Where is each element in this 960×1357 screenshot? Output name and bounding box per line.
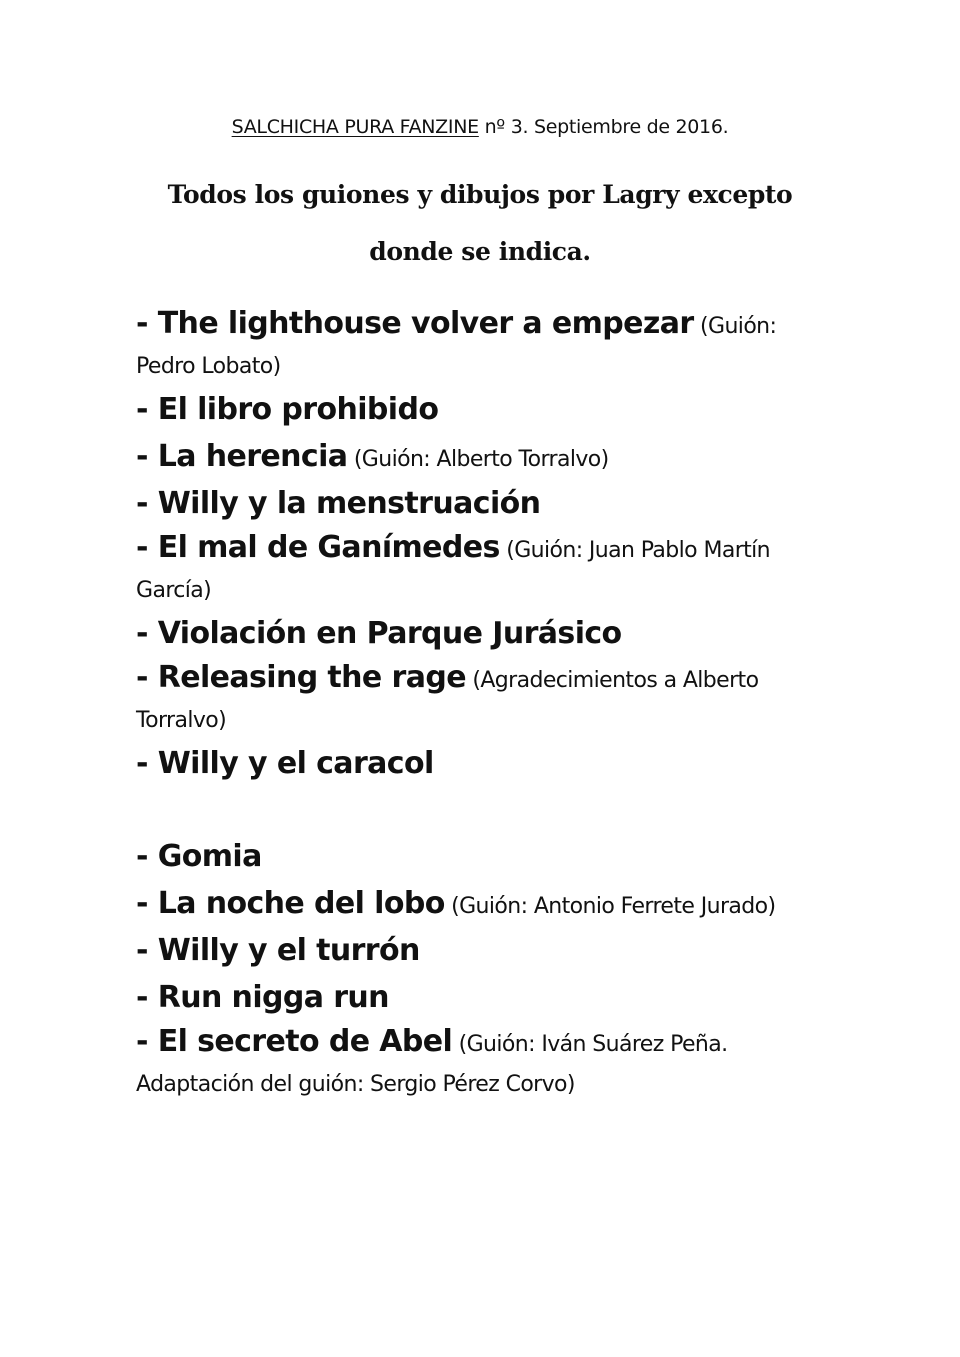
entry-note: (Agradecimientos a Alberto Torralvo)	[136, 668, 759, 733]
contents-entry	[136, 975, 836, 1022]
entry-note: (Guión: Antonio Ferrete Jurado)	[444, 894, 776, 919]
entry-title: - El secreto de Abel	[136, 1024, 453, 1059]
fanzine-name: SALCHICHA PURA FANZINE	[231, 116, 479, 138]
contents-entry	[136, 881, 836, 928]
contents-entry	[136, 741, 836, 788]
fanzine-header	[0, 116, 960, 138]
entry-note: (Guión: Pedro Lobato)	[136, 314, 777, 379]
entry-title: - Willy y el turrón	[136, 933, 420, 968]
entry-title: - El mal de Ganímedes	[136, 530, 500, 565]
contents-entry	[136, 834, 836, 881]
entry-note: (Guión: Iván Suárez Peña. Adaptación del guión: Sergio Pérez Corvo)	[136, 1032, 728, 1097]
contents-entry	[136, 528, 836, 611]
entry-note: (Guión: Alberto Torralvo)	[347, 447, 609, 472]
entry-note: (Guión: Juan Pablo Martín García)	[136, 538, 771, 603]
contents-entry	[136, 304, 836, 387]
contents-entry	[136, 1022, 836, 1105]
entry-title: - El libro prohibido	[136, 392, 439, 427]
contents-entry	[136, 658, 836, 741]
contents-entry	[136, 387, 836, 434]
entry-title: - Run nigga run	[136, 980, 389, 1015]
contents-entry	[136, 434, 836, 481]
entry-title: - Willy y la menstruación	[136, 486, 541, 521]
contents-entry	[136, 611, 836, 658]
entry-title: - Violación en Parque Jurásico	[136, 616, 622, 651]
credits-statement: Todos los guiones y dibujos por Lagry excepto donde se indica.	[167, 180, 793, 266]
entry-title: - Gomia	[136, 839, 262, 874]
contents-entry	[136, 481, 836, 528]
entry-title: - The lighthouse volver a empezar	[136, 306, 694, 341]
entry-title: - La herencia	[136, 439, 348, 474]
issue-info: nº 3. Septiembre de 2016.	[478, 116, 729, 138]
entry-title: - La noche del lobo	[136, 886, 445, 921]
entry-title: - Releasing the rage	[136, 660, 466, 695]
contents-list	[136, 304, 836, 1105]
entry-title: - Willy y el caracol	[136, 746, 434, 781]
contents-entry	[136, 928, 836, 975]
